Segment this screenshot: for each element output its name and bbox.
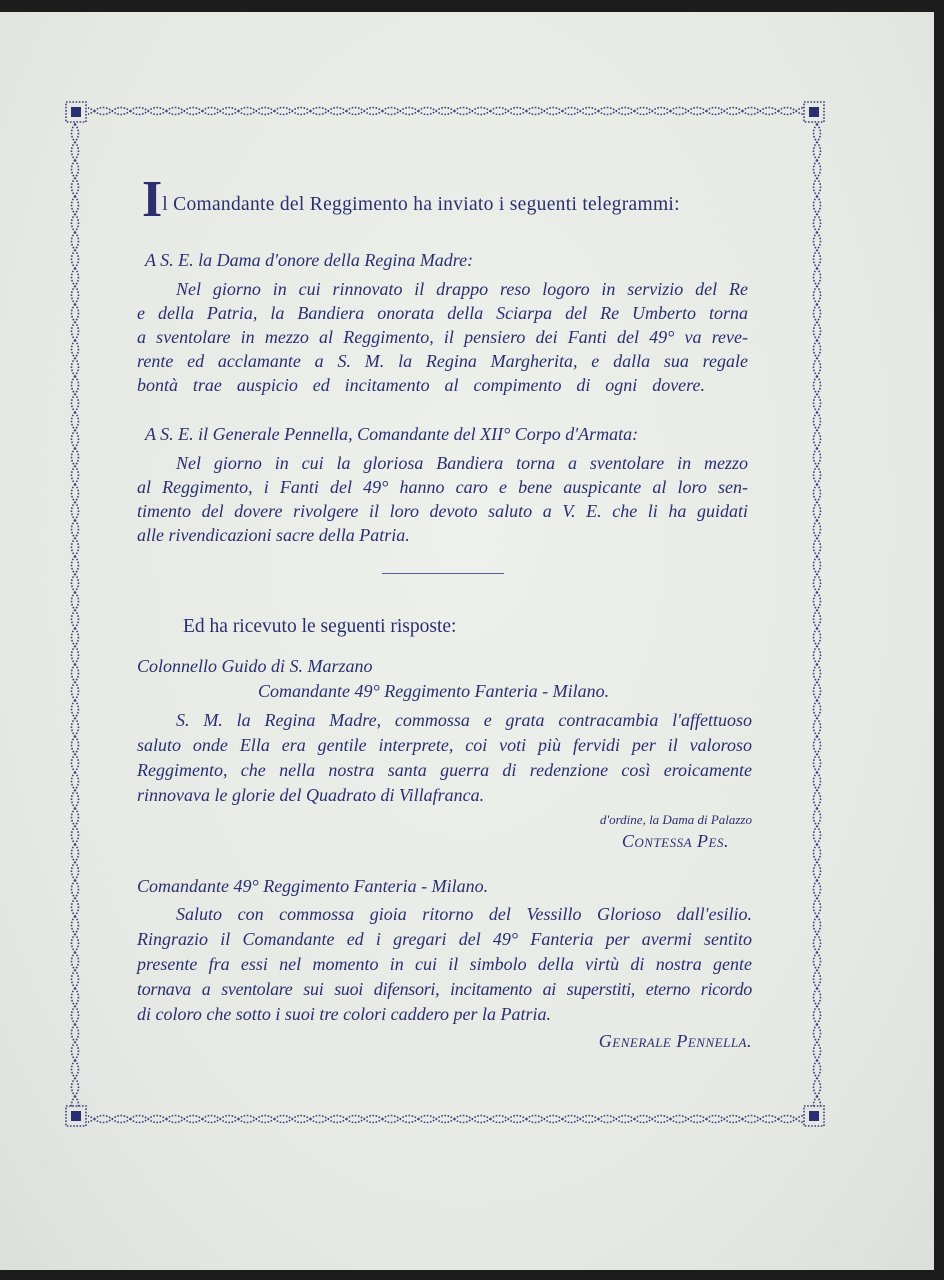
- telegram1-line: Nel giorno in cui rinnovato il drappo reso logoro in servizio del Re: [176, 279, 748, 299]
- response2-line: tornava a sventolare sui suoi difensori, incitamento ai superstiti, eterno ricordo: [137, 979, 752, 999]
- telegram2-line: alle rivendicazioni sacre della Patria.: [137, 525, 410, 545]
- telegram2-line: Nel giorno in cui la gloriosa Bandiera torna a sventolare in mezzo: [176, 453, 748, 473]
- section-divider: [382, 573, 504, 574]
- heading: [142, 170, 680, 229]
- telegram1-addressee: A S. E. la Dama d'onore della Regina Madre:: [145, 250, 474, 270]
- telegram2-addressee: A S. E. il Generale Pennella, Comandante del XII° Corpo d'Armata:: [145, 424, 639, 444]
- drop-cap: I: [142, 171, 163, 228]
- response2-signature: Generale Pennella.: [598, 1031, 752, 1051]
- response1-line: saluto onde Ella era gentile interprete, coi voti più fervidi per il valoroso: [137, 735, 752, 755]
- telegram1-line: a sventolare in mezzo al Reggimento, il pensiero dei Fanti del 49° va reve-: [137, 327, 748, 347]
- response2-line: di coloro che sotto i suoi tre colori caddero per la Patria.: [137, 1004, 551, 1024]
- telegram1-line: bontà trae auspicio ed incitamento al compimento di ogni dovere.: [137, 375, 705, 395]
- response1-signature-note: d'ordine, la Dama di Palazzo: [599, 812, 752, 827]
- response2-addressee: Comandante 49° Reggimento Fanteria - Milano.: [137, 876, 489, 896]
- heading-text: l Comandante del Reggimento ha inviato i seguenti telegrammi:: [162, 194, 680, 215]
- telegram2-line: timento del dovere rivolgere il loro devoto saluto a V. E. che li ha guidati: [137, 501, 748, 521]
- response1-addressee-line2: Comandante 49° Reggimento Fanteria - Milano.: [258, 681, 610, 701]
- telegram1-line: rente ed acclamante a S. M. la Regina Margherita, e dalla sua regale: [137, 351, 748, 371]
- response2-line: Saluto con commossa gioia ritorno del Vessillo Glorioso dall'esilio.: [176, 904, 752, 924]
- response1-line: S. M. la Regina Madre, commossa e grata contracambia l'affettuoso: [176, 710, 752, 730]
- response1-line: Reggimento, che nella nostra santa guerra di redenzione così eroicamente: [137, 760, 752, 780]
- response2-line: presente fra essi nel momento in cui il simbolo della virtù di nostra gente: [137, 954, 752, 974]
- responses-heading: Ed ha ricevuto le seguenti risposte:: [183, 616, 457, 637]
- response1-signature: Contessa Pes.: [621, 831, 729, 851]
- telegram2-line: al Reggimento, i Fanti del 49° hanno caro e bene auspicante al loro sen-: [137, 477, 748, 497]
- response1-line: rinnovava le glorie del Quadrato di Villafranca.: [137, 785, 485, 805]
- response1-addressee: Colonnello Guido di S. Marzano: [137, 656, 373, 676]
- response2-line: Ringrazio il Comandante ed i gregari del 49° Fanteria per avermi sentito: [137, 929, 752, 949]
- telegram1-line: e della Patria, la Bandiera onorata della Sciarpa del Re Umberto torna: [137, 303, 748, 323]
